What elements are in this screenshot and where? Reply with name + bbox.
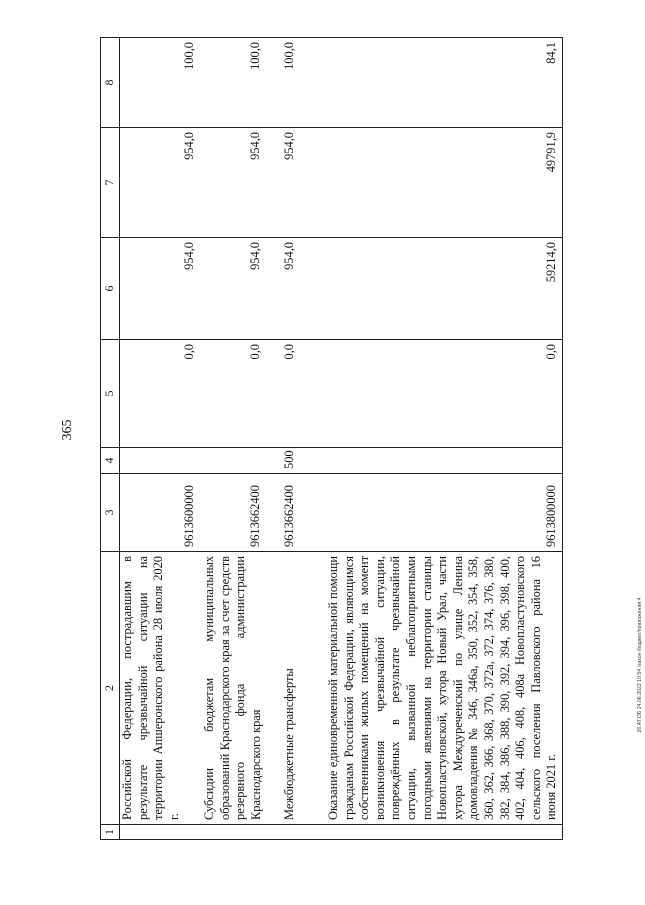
value-cell: 84,1 (326, 38, 563, 128)
value-cell: 0,0 (282, 340, 326, 448)
value-cell: 0,0 (202, 340, 282, 448)
description-cell (120, 552, 203, 825)
value-cell: 100,0 (282, 38, 326, 128)
table-row (202, 38, 282, 840)
value-cell: 100,0 (202, 38, 282, 128)
document-footer-stamp: 26.АТ.ОБ 24.06.2022 10:54 /закон бюджет/приложения 4 (637, 597, 643, 733)
code-cell: 9613800000 (326, 474, 563, 552)
description-text: Оказание единовременной материальной помощи гражданам Российской Федерации, являющимся собственниками жилых помещений на момент возникновения чрезвычайной ситуации, повреждённых в результате чрезвычайной ситуации, вызванной неблагоприятными погодными явлениями на территории станицы Новопластуновской, хутора Новый Урал, части хутора Междуреченский по улице Ленина домовладения № 346, 346а, 350, 352, 354, 358, 360, 362, 366, 368, 370, 372а, 372, 374, 376, 380, 382, 384, 386, 388, 390, 392, 394, 396, 398, 400, 402, 404, 406, 408, 408а Новопластуновского сельского поселения Павловского района 16 июня 2021 г. (326, 556, 559, 820)
value-cell: 0,0 (326, 340, 563, 448)
description-cell (202, 552, 282, 825)
description-text: Субсидии бюджетам муниципальных образований Краснодарского края за счет средств резервного фонда администрации Краснодарского края (202, 556, 263, 820)
value-cell: 954,0 (282, 128, 326, 238)
budget-table (100, 37, 563, 840)
header-cell: 6 (101, 238, 120, 340)
description-text: Российской Федерации, пострадавшим в результате чрезвычайной ситуации на территории Апшеронского района 28 июля 2020 г. (120, 556, 181, 820)
header-cell: 2 (101, 552, 120, 825)
page-number: 365 (60, 419, 75, 441)
type-cell (326, 448, 563, 474)
table-row (326, 38, 563, 840)
value-cell: 59214,0 (326, 238, 563, 340)
value-cell: 0,0 (120, 340, 203, 448)
code-cell: 9613600000 (120, 474, 203, 552)
code-cell: 9613662400 (202, 474, 282, 552)
type-cell: 500 (282, 448, 326, 474)
row-number-cell (120, 825, 203, 840)
value-cell: 49791,9 (326, 128, 563, 238)
value-cell: 954,0 (120, 238, 203, 340)
value-cell: 954,0 (120, 128, 203, 238)
value-cell: 954,0 (282, 238, 326, 340)
value-cell: 100,0 (120, 38, 203, 128)
description-cell (326, 552, 563, 825)
header-row (101, 38, 120, 840)
header-cell: 8 (101, 38, 120, 128)
header-cell: 4 (101, 448, 120, 474)
header-cell: 5 (101, 340, 120, 448)
description-cell (282, 552, 326, 825)
header-cell: 7 (101, 128, 120, 238)
value-cell: 954,0 (202, 238, 282, 340)
row-number-cell (202, 825, 282, 840)
row-number-cell (282, 825, 326, 840)
code-cell: 9613662400 (282, 474, 326, 552)
type-cell (120, 448, 203, 474)
type-cell (202, 448, 282, 474)
rotated-table-area (100, 38, 626, 840)
value-cell: 954,0 (202, 128, 282, 238)
header-cell: 3 (101, 474, 120, 552)
table-row (282, 38, 326, 840)
row-number-cell (326, 825, 563, 840)
table-row (120, 38, 203, 840)
landscape-table-wrapper (100, 38, 626, 840)
header-cell: 1 (101, 825, 120, 840)
description-text: Межбюджетные трансферты (282, 668, 296, 820)
